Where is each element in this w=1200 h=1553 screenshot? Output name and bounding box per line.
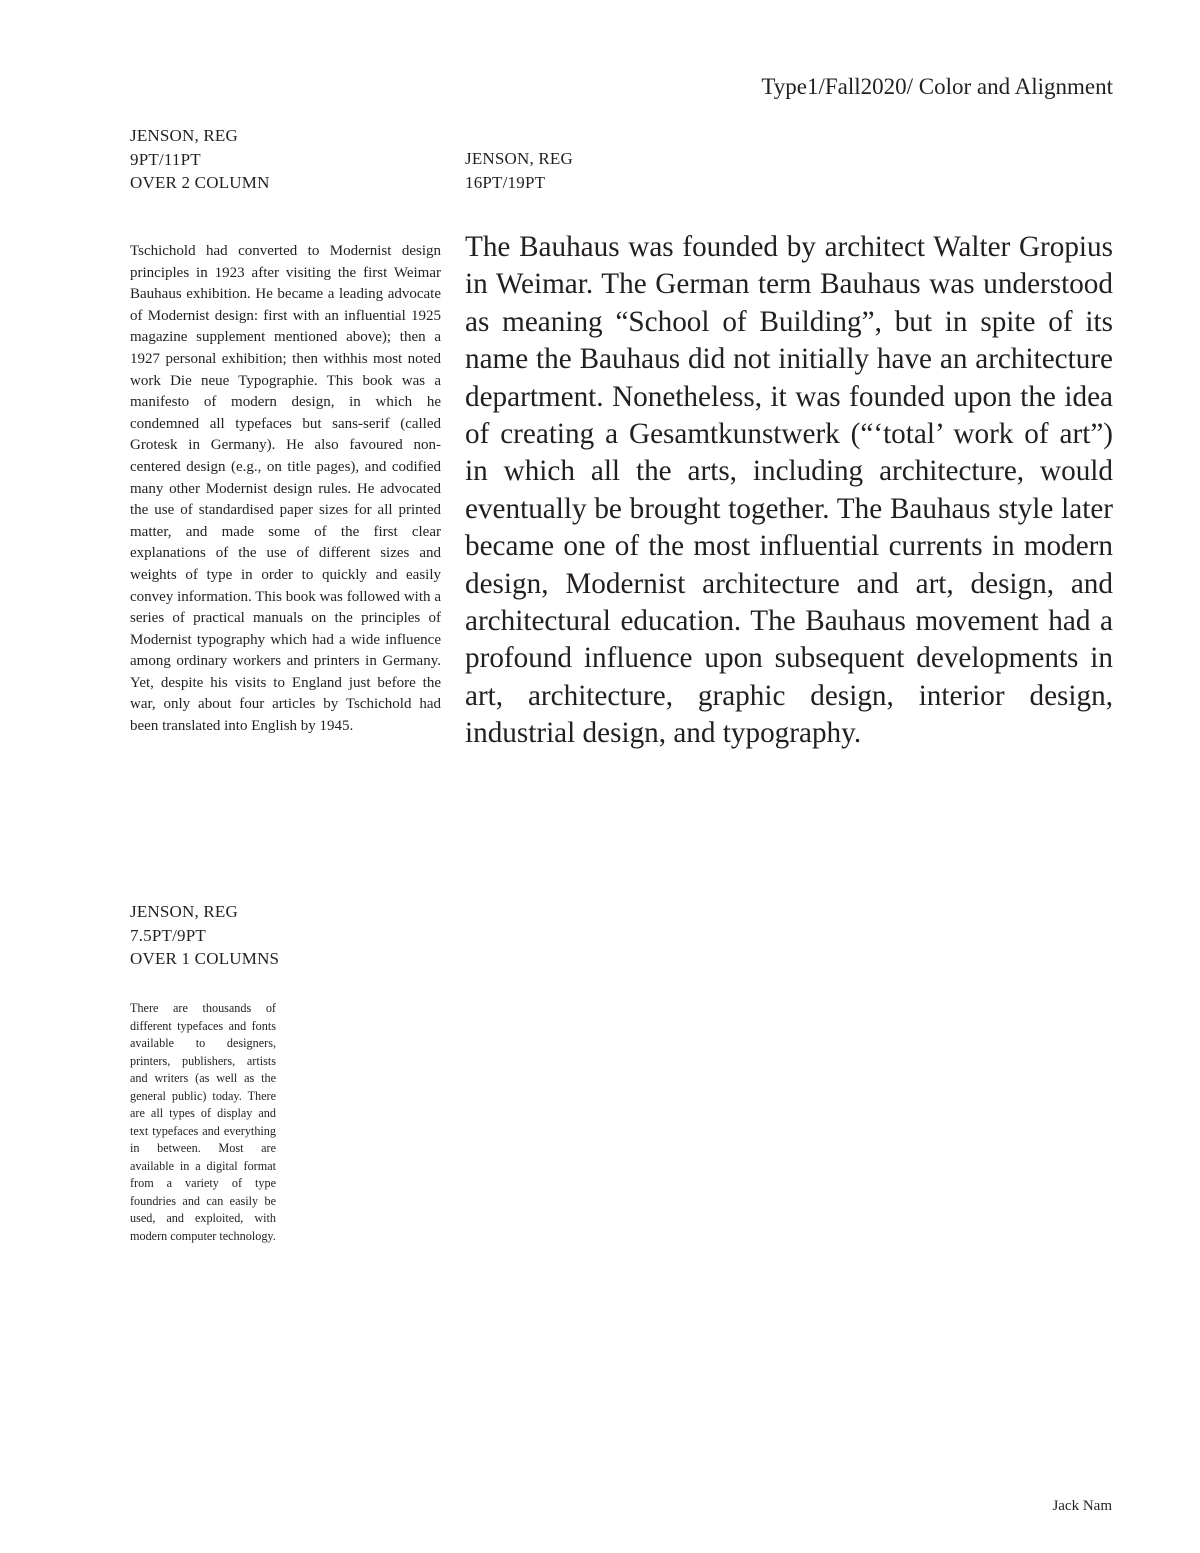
footer-author-name: Jack Nam (1052, 1498, 1112, 1514)
spec-size-leading: 7.5PT/9PT (130, 925, 206, 945)
type-spec-label-2col (130, 124, 270, 195)
spec-columns: OVER 2 COLUMN (130, 173, 270, 192)
spec-typeface: JENSON, REG (465, 149, 573, 168)
type-spec-label-1col (130, 900, 279, 971)
spec-size-leading: 9PT/11PT (130, 149, 201, 169)
body-text-typefaces: There are thousands of different typefaces and fonts available to designers, printers, publishers, artists and writers (as well as the general public) today. There are all types of display and text typefaces and everything in between. Most are available in a digital format from a variety of type foundries and can easily be used, and exploited, with modern computer technology. (130, 1001, 276, 1243)
spec-columns: OVER 1 COLUMNS (130, 949, 280, 968)
spec-typeface: JENSON, REG (130, 126, 238, 145)
page-header-title: Type1/Fall2020/ Color and Alignment (761, 74, 1113, 99)
type-spec-label-large (465, 147, 573, 194)
body-text-bauhaus: The Bauhaus was founded by architect Walter Gropius in Weimar. The German term Bauhaus was understood as meaning “School of Building”, but in spite of its name the Bauhaus did not initially have an architecture department. Nonetheless, it was founded upon the idea of creating a Gesamtkunstwerk (“‘total’ work of art”) in which all the arts, including architecture, would eventually be brought together. The Bauhaus style later became one of the most influential currents in modern design, Modernist architecture and art, design, and architectural education. The Bauhaus movement had a profound influence upon subsequent developments in art, architecture, graphic design, interior design, industrial design, and typography. (465, 231, 1113, 750)
spec-typeface: JENSON, REG (130, 902, 238, 921)
spec-size-leading: 16PT/19PT (465, 172, 546, 192)
body-text-tschichold: Tschichold had converted to Modernist design principles in 1923 after visiting the first Weimar Bauhaus exhibition. He became a leading advocate of Modernist design: first with an influential 1925 magazine supplement mentioned above); then a 1927 personal exhibition; then withhis most noted work Die neue Typographie. This book was a manifesto of modern design, in which he condemned all typefaces but sans-serif (called Grotesk in Germany). He also favoured non-centered design (e.g., on title pages), and codified many other Modernist design rules. He advocated the use of standardised paper sizes for all printed matter, and made some of the first clear explanations of the use of different sizes and weights of type in order to quickly and easily convey information. This book was followed with a series of practical manuals on the principles of Modernist typography which had a wide influence among ordinary workers and printers in Germany. Yet, despite his visits to England just before the war, only about four articles by Tschichold had been translated into English by 1945. (130, 243, 441, 735)
